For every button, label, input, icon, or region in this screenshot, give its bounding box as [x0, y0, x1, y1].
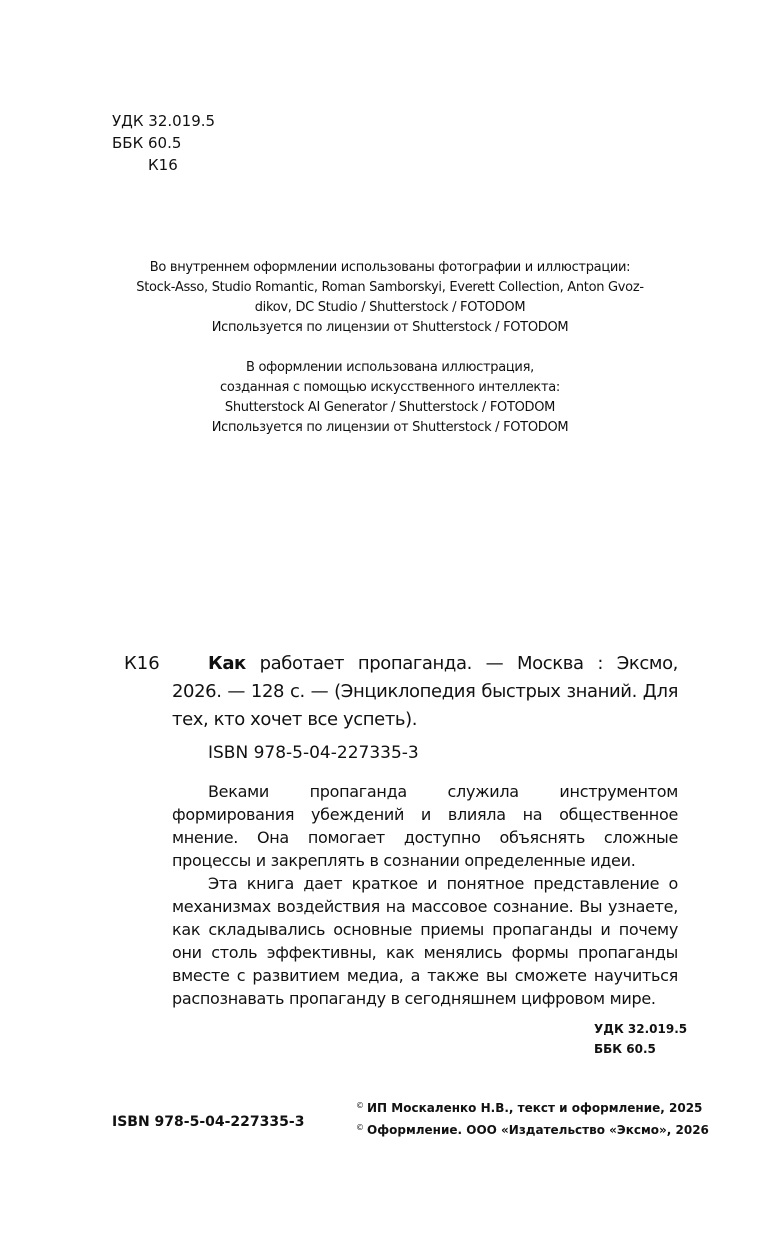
- copyright-text: Оформление. ООО «Издательство «Эксмо», 2026: [367, 1123, 709, 1137]
- credit-line: dikov, DC Studio / Shutterstock / FOTODOM: [254, 300, 526, 315]
- bbk-code: ББК 60.5: [112, 134, 182, 152]
- udk-code: УДК 32.019.5: [112, 112, 216, 130]
- annotation-paragraph: Веками пропаганда служила инструментом формирования убеждений и влияла на общественное мнение. Она помогает доступно объяснять сложные процессы и закреплять в сознании определенные идеи.: [172, 782, 678, 870]
- annotation-paragraph: Эта книга дает краткое и понятное представление о механизмах воздействия на массовое сознание. Вы узнаете, как складывались основные приемы пропаганды и почему они столь эффективны, как менялись формы пропаганды вместе с развитием медиа, а также вы сможете научиться распознавать пропаганду в сегодняшнем цифровом мире.: [172, 874, 678, 1008]
- copyright-line: [356, 1096, 709, 1118]
- credit-line: Используется по лицензии от Shutterstock / FOTODOM: [211, 320, 569, 335]
- title-bold: Как: [208, 653, 246, 674]
- ai-illustration-credits: [110, 358, 670, 438]
- credit-line: В оформлении использована иллюстрация,: [246, 360, 534, 375]
- credit-line: Stock-Asso, Studio Romantic, Roman Samborskyi, Everett Collection, Anton Gvoz-: [136, 280, 644, 295]
- copyright-text: ИП Москаленко Н.В., текст и оформление, 2025: [367, 1101, 703, 1115]
- bbk-code: ББК 60.5: [594, 1042, 656, 1056]
- copyright-line: [356, 1118, 709, 1140]
- photo-credits: [110, 258, 670, 338]
- footer-codes: [594, 1019, 687, 1059]
- credit-line: Во внутреннем оформлении использованы фотографии и иллюстрации:: [149, 260, 631, 275]
- udk-code: УДК 32.019.5: [594, 1022, 688, 1036]
- record-text: работает пропаганда. — Москва : Эксмо, 2026. — 128 с. — (Энциклопедия быстрых знаний. Для тех, кто хочет все успеть).: [172, 653, 678, 730]
- copyright-block: [356, 1096, 709, 1140]
- author-mark: К16: [148, 156, 178, 174]
- credit-line: созданная с помощью искусственного интеллекта:: [219, 380, 560, 395]
- bibliography-mark: К16: [124, 653, 160, 674]
- copyright-icon: ©: [356, 1101, 364, 1110]
- copyright-icon: ©: [356, 1123, 364, 1132]
- footer-isbn: ISBN 978-5-04-227335-3: [112, 1114, 305, 1130]
- bibliographic-record: [172, 650, 678, 734]
- classification-codes: [112, 110, 215, 176]
- credit-line: Используется по лицензии от Shutterstock / FOTODOM: [211, 420, 569, 435]
- isbn: ISBN 978-5-04-227335-3: [208, 743, 419, 763]
- credit-line: Shutterstock AI Generator / Shutterstock / FOTODOM: [224, 400, 556, 415]
